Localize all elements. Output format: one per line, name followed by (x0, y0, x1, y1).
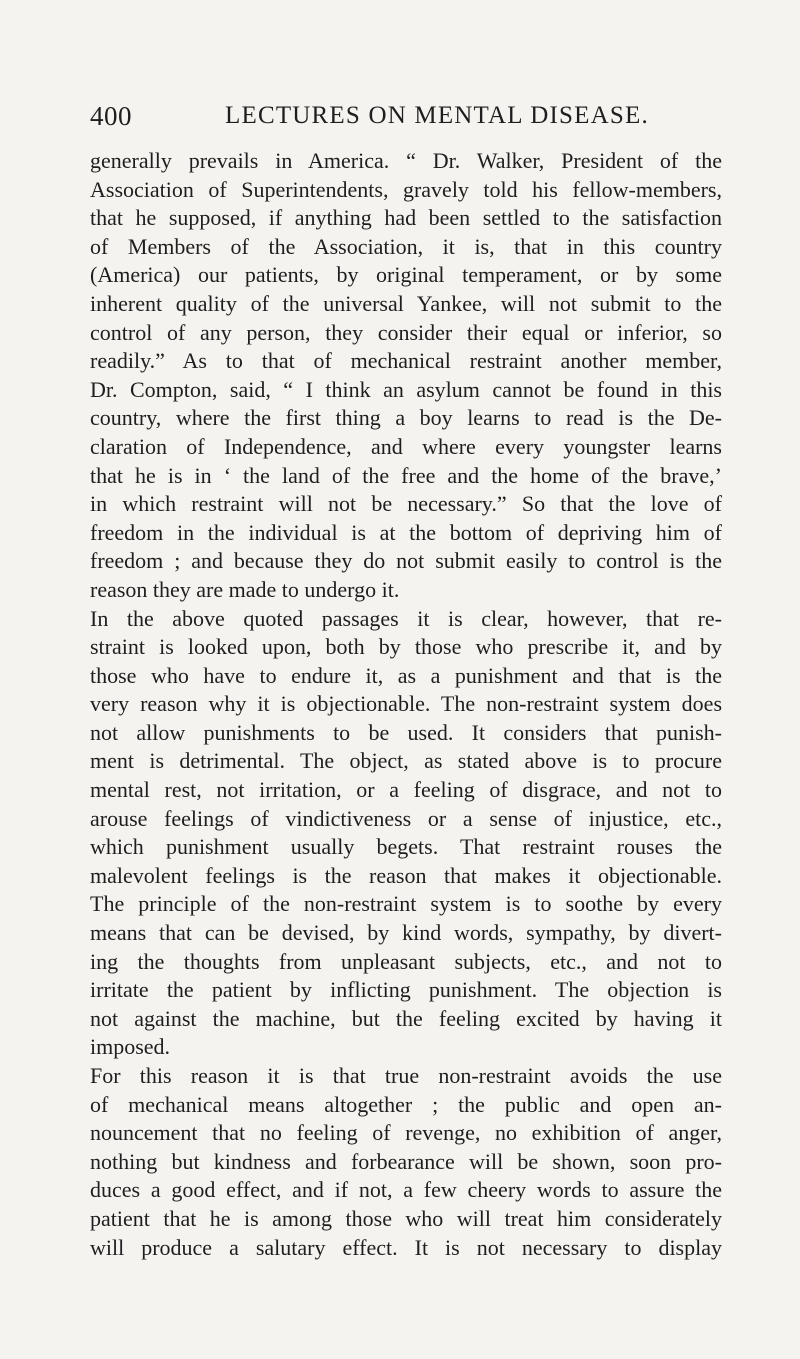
text-line: arouse feelings of vindictiveness or a sense of injustice, etc., (90, 805, 722, 831)
text-line: inherent quality of the universal Yankee, will not submit to the (90, 290, 722, 316)
paragraph-end-line: imposed. (90, 1034, 171, 1060)
text-line: which punishment usually begets. That restraint rouses the (90, 834, 722, 860)
text-line: control of any person, they consider their equal or inferior, so (90, 319, 722, 345)
running-head: LECTURES ON MENTAL DISEASE. (225, 102, 649, 129)
text-line: ing the thoughts from unpleasant subjects, etc., and not to (90, 948, 722, 974)
text-line: straint is looked upon, both by those who prescribe it, and by (90, 634, 722, 660)
text-line: readily.” As to that of mechanical restraint another member, (90, 348, 722, 374)
text-line: not allow punishments to be used. It considers that punish- (90, 719, 722, 745)
text-line: that he is in ‘ the land of the free and the home of the brave,’ (90, 462, 722, 488)
text-line: nouncement that no feeling of revenge, no exhibition of anger, (90, 1120, 722, 1146)
text-line: mental rest, not irritation, or a feeling of disgrace, and not to (90, 777, 722, 803)
text-line: freedom in the individual is at the bottom of depriving him of (90, 519, 722, 545)
text-line: country, where the first thing a boy learns to read is the De- (90, 405, 722, 431)
text-line: Dr. Compton, said, “ I think an asylum cannot be found in this (90, 376, 722, 402)
text-line: generally prevails in America. “ Dr. Walker, President of the (90, 148, 722, 173)
text-line: patient that he is among those who will treat him considerately (90, 1205, 722, 1231)
text-line: will produce a salutary effect. It is not necessary to display (90, 1234, 722, 1260)
text-line: ment is detrimental. The object, as stated above is to procure (90, 748, 722, 774)
text-line: those who have to endure it, as a punishment and that is the (90, 662, 722, 688)
text-line: irritate the patient by inflicting punishment. The objection is (90, 977, 722, 1003)
page-number: 400 (90, 101, 132, 131)
page-header (90, 101, 722, 137)
text-line: The principle of the non-restraint system is to soothe by every (90, 891, 722, 917)
text-line: means that can be devised, by kind words, sympathy, by divert- (90, 920, 722, 946)
text-line: of mechanical means altogether ; the public and open an- (90, 1091, 722, 1117)
paragraph-start-line: For this reason it is that true non-restraint avoids the use (90, 1063, 722, 1088)
text-line: that he supposed, if anything had been settled to the satisfaction (90, 205, 722, 231)
text-line: of Members of the Association, it is, that in this country (90, 233, 722, 259)
paragraph-start-line: In the above quoted passages it is clear, however, that re- (90, 605, 722, 631)
text-line: malevolent feelings is the reason that makes it objectionable. (90, 862, 722, 888)
text-line: in which restraint will not be necessary.” So that the love of (90, 491, 722, 517)
text-line: Association of Superintendents, gravely told his fellow-members, (90, 176, 722, 202)
text-line: (America) our patients, by original temperament, or by some (90, 262, 722, 288)
text-line: not against the machine, but the feeling excited by having it (90, 1005, 722, 1031)
paragraph-end-line: reason they are made to undergo it. (90, 576, 400, 602)
text-line: freedom ; and because they do not submit easily to control is the (90, 548, 722, 574)
text-line: very reason why it is objectionable. The non-restraint system does (90, 691, 722, 717)
text-line: claration of Independence, and where every youngster learns (90, 433, 722, 459)
text-line: duces a good effect, and if not, a few cheery words to assure the (90, 1177, 722, 1203)
body-text (90, 147, 722, 1262)
text-line: nothing but kindness and forbearance will be shown, soon pro- (90, 1148, 722, 1174)
